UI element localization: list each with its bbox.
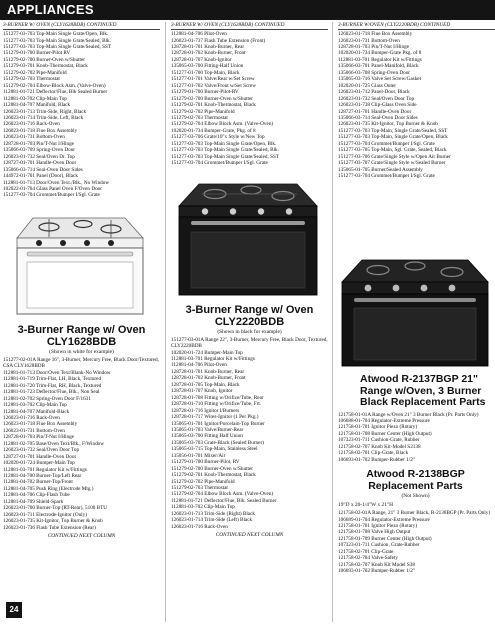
part-item: 126023-01-713 Trim-Side, Right, Black: [3, 108, 87, 115]
part-item: 121758-01-709 Burner Center (High Output): [338, 535, 432, 542]
part-item: 151277-01-701 Valve/Rear w/Set Screw: [171, 76, 255, 83]
column-3-products: [338, 250, 493, 575]
part-item: 126023-01-718 Flue Box Assembly: [3, 127, 78, 134]
part-item: 151277-03-703 Top-Main, Single Grate/Sealed, SST: [338, 127, 448, 134]
part-item: 126023-01-737 Flash Tube Extension (Front): [171, 37, 266, 44]
part-item: 102020-01-734 Bumper-Grate, Pkg. of 8: [171, 127, 256, 134]
part-item: 107323-01-711 Cushion-Grate, Rubber: [338, 437, 420, 444]
part-item: 128728-01-701 Knob-Burner, Rear: [171, 44, 245, 50]
part-item: 135066-03-709 Spring-Oven Door: [3, 147, 76, 154]
parts-list: [338, 31, 495, 179]
continued-heading: 3-BURNER W/ OVEN (CLY1628BDB) CONTINUED: [3, 22, 160, 30]
part-item: 135066-03-714 Seal-Oven Door Sides: [338, 114, 418, 121]
part-item: 112881-02-702 Spring-Oven Door F/1631: [3, 395, 91, 402]
part-item: 121758-01-01A Range w/Oven 21" 3 Burner Black (Pr. Parts Only): [338, 411, 479, 418]
part-item: 106688-01-704 Regulator-Extreme Pressure: [338, 417, 430, 424]
part-item: 112881-01-721 Deflector/Flue, Blk. Sealed Burner: [171, 497, 277, 504]
part-item: 151277-01-700 Top-Main, Black: [171, 69, 240, 76]
continued-heading: 3-BURNER W/OVEN (CLY2220BDB) CONTINUED: [338, 22, 495, 30]
part-item: 112881-02-705 Base/Oven Text/Blk., F/Window: [3, 440, 105, 447]
part-item: 128727-01-701 Handle-Oven Door: [3, 453, 77, 460]
part-item: 135066-03-708 Spring-Oven Door: [338, 69, 411, 76]
part-item: 151277-03-704 Grommet/Bumper I/Sgl. Grate: [3, 192, 100, 199]
part-item: 121758-01-708 Burner Center (High Output): [338, 430, 432, 437]
part-item: 126023-01-718 Flue Box Assembly: [3, 421, 78, 428]
part-item: 112881-03-702 Clip-Main Top: [171, 504, 235, 511]
part-item: 126023-01-736 Flash Tube Extension (Rear): [3, 524, 96, 531]
part-item: 128728-01-710 Fitting w/Orifice/Tube, Frt.: [171, 401, 262, 408]
part-item: 151279-02-701 Knob-Thermostat, Black: [171, 472, 256, 479]
part-item: 126023-01-735 Kit-Ignitor, Top Burner & Knob: [3, 518, 103, 525]
part-item: 128727-01-701 Handle-Oven Door: [3, 160, 77, 167]
part-item: 151279-02-700 Burner-Oven w/Shutter: [3, 56, 86, 63]
part-item: 126023-01-738 Clip-Glass Oven Side: [338, 102, 417, 109]
part-item: 128728-01-717 Wires-Ignitor (1 Per Pkg.): [171, 414, 259, 421]
part-item: 112881-03-701 Regulator Kit w/Fittings: [171, 355, 255, 362]
product-title: 3-Burner Range w/ Oven CLY1628BDB: [17, 323, 146, 348]
part-item: 121758-01-701 Ignitor Piezo (Rotary): [338, 523, 418, 530]
part-item: 112881-01-713 Door/Oven Text/Blank-No Window: [3, 369, 111, 376]
part-item: 135065-03-716 Valve Set Screw/Gasket: [338, 76, 422, 83]
part-item: 112881-01-723 Deflector/Flue, Blk., Non Seal: [3, 389, 100, 396]
part-item: 151277-03-707 Grate/Single Style w/Sealed Burner: [338, 160, 446, 167]
part-item: 128728-01-703 Pin/T-Nut I/Hinge: [3, 434, 74, 441]
part-item: 112881-04-706 Clip-Flash Tube: [3, 492, 70, 499]
part-item: 106693-01-702 Bumper-Rubber 1/2": [338, 568, 415, 575]
part-item: 106689-01-704 Regulator-Extreme Pressure: [338, 516, 430, 523]
dimensions: 19"D x 20-1/4"W x 21"H: [338, 502, 394, 509]
part-item: 151279-01-700 Burner-Pilot RV: [3, 50, 71, 57]
parts-list: [3, 357, 160, 531]
part-item: 126023-01-714 Trim-Side (Left) Black: [171, 517, 253, 524]
part-item: 151279-01-700 Burner-Pilot-RV: [171, 89, 239, 96]
part-item: 126023-01-731 Bottom-Oven: [338, 37, 400, 44]
part-item: 126023-01-712 Panel-Door, Black: [338, 89, 410, 96]
part-item: 112881-04-702 Burner-Top/Front: [3, 479, 73, 486]
part-item: 128728-01-707 Knob, Ignitor: [171, 388, 233, 395]
part-item: 126023-01-716 Rack-Oven: [3, 414, 60, 421]
part-item: 112881-03-701 Regulator Kit w/Fittings: [3, 466, 87, 473]
part-item: 128728-01-708 Fitting w/Orifice/Tube, Rear: [171, 394, 264, 401]
part-item: 151277-03-703 Top-Main Single Grate/Open, Blk.: [171, 140, 277, 147]
parts-list: [338, 510, 493, 575]
product-title: 3-Burner Range w/ Oven CLY2220BDB: [185, 303, 314, 328]
part-item: 151277-03-703 Top-Main Single Grate/Sealed, Blk.: [171, 147, 279, 154]
part-item: 126023-01-731 Bottom-Oven: [3, 134, 65, 141]
part-item: 102020-01-734 Bumper-Grate Pkg. of 8: [338, 50, 422, 57]
part-item: 151279-02-703 Thermostat: [171, 114, 228, 121]
column-2: [171, 22, 328, 538]
part-item: 151277-01-702 Valve/Front w/Set Screw: [171, 82, 257, 89]
part-item: 126023-01-714 Trim-Side, Left, Black: [3, 114, 84, 121]
part-item: 126023-01-732 Seal/Oven Door Top: [3, 447, 80, 454]
part-item: 151277-03-706 Grate/Single Style w/Open Air Burner: [338, 153, 451, 160]
part-item: 121758-02-707 Knob Kit Model S38: [338, 561, 415, 568]
part-item: 151279-02-700 Burner-Oven w/Shutter: [171, 465, 254, 472]
product-title: Atwood R-2138BGP Replacement Parts: [366, 468, 465, 492]
part-item: 126023-01-716 Rack-Oven: [3, 121, 60, 128]
part-item: 128728-01-705 Top-Main, Black: [171, 381, 240, 388]
part-item: 135065-03-700 Fitting Half Union: [171, 433, 243, 440]
continued-next: CONTINUED NEXT COLUMN: [47, 533, 116, 540]
part-item: 151277-02-01A Range 16", 3-Burner, Mercury Free, Black Door/Textured, CSA CLY1628BDB: [3, 356, 159, 370]
continued-next: CONTINUED NEXT COLUMN: [215, 532, 284, 539]
part-item: 112881-04-700 Burner-Top/Left Rear: [3, 473, 82, 480]
parts-list: [171, 31, 328, 167]
part-item: 128727-01-701 Handle-Oven Door: [338, 108, 412, 115]
part-item: 121758-02-701 Clip-Grate, Black: [338, 450, 409, 457]
photo-caption: (Shown in white for example): [49, 348, 114, 355]
part-item: 135066-03-701 Panel-Manifold, Black: [338, 63, 419, 70]
column-1: [3, 22, 160, 539]
part-item: 128728-01-716 Ignitor I/Burners: [171, 407, 240, 414]
part-item: 151279-02-702 Pipe-Manifold: [171, 478, 235, 485]
part-item: 135065-03-700 Fitting-Half Union: [171, 63, 244, 70]
part-item: 144972-01-701 Panel (Door), Black: [3, 173, 78, 180]
part-item: 126023-01-718 Flue Box Assembly: [338, 31, 413, 38]
range-photo-atwood: [338, 250, 493, 370]
range-photo-white: [3, 204, 160, 320]
part-item: 151277-03-704 Grommet/Bumper I/Sgl. Grate: [338, 173, 435, 180]
part-item: 107323-01-711 Cushion, Grate-Rubber: [338, 542, 420, 549]
part-item: 151277-03-704 Grommet/Bumper I/Sgl. Grate: [171, 160, 268, 167]
section-title: APPLIANCES: [7, 2, 94, 17]
part-item: 128728-01-702 Knob-Burner, Front: [171, 50, 246, 57]
part-item: 112881-04-705 Push Ring (Electrode Mtg.): [3, 485, 94, 492]
part-item: 126023-01-735 Kit-Ignitor, Top Burner & Knob: [338, 121, 438, 128]
part-item: 102020-01-724 Bumper-Main Top: [171, 349, 243, 356]
header-bar: [0, 0, 495, 20]
part-item: 151277-03-01A Range 22", 3-Burner, Mercury Free, Black Door, Textured, CLY2220BDB: [171, 336, 328, 350]
part-item: 112881-03-702 Clip-Main Top: [3, 95, 67, 102]
range-photo-black: [171, 172, 328, 300]
part-item: 121758-01-701 Ignitor Piezo (Rotary): [338, 424, 418, 431]
part-item: 112881-01-720 Trim-Flat, RH, Black, Textured: [3, 382, 102, 389]
part-item: 135065-01-705 Burner/Sealed Assembly: [338, 166, 423, 173]
part-item: 102020-01-725 Glass Outer: [338, 82, 396, 89]
part-item: 112881-04-706 Pilot-Oven: [171, 362, 227, 369]
part-item: 126023-01-731 Bottom-Oven: [3, 427, 65, 434]
product-title: Atwood R-2137BGP 21" Range w/Oven, 3 Burner Black Replacement Parts: [360, 373, 486, 408]
part-item: 151277-03-706 Grate/10"x Style w/New Top: [171, 134, 265, 141]
column-3: [338, 22, 495, 180]
part-item: 151279-02-702 Pipe-Manifold: [171, 108, 235, 115]
photo-caption: (Not Shown): [401, 493, 430, 500]
page-number: 24: [6, 602, 22, 618]
part-item: 126023-01-732 Seal/Oven Door Top: [338, 95, 415, 102]
part-item: 112881-04-707 Manifold, Black: [3, 102, 71, 109]
part-item: 151279-01-700 Burner-Pilot, RV: [171, 459, 240, 466]
part-item: 151279-02-703 Thermostat: [3, 76, 60, 83]
part-item: 112881-03-702 Clip-Main Top: [3, 402, 67, 409]
photo-caption: (Shown in black for example): [217, 328, 282, 335]
part-item: 151277-03-703 Top-Main, Single Grate/Open, Black: [338, 134, 448, 141]
part-item: 151277-03-703 Top-Main Single Grate/Open, Blk.: [3, 31, 109, 38]
part-item: 128728-01-703 Pin/T-Nut I/Hinge: [338, 44, 409, 50]
part-item: 112881-01-719 Trim-Flat, LH, Black, Textured: [3, 376, 102, 383]
parts-list: [3, 31, 160, 199]
part-item: 151279-02-700 Burner-Oven w/Shutter: [171, 95, 254, 102]
part-item: 135065-01-703 Valve/Burner-Rear: [171, 426, 244, 433]
part-item: 106693-01-702 Bumper-Rubber 1/2": [338, 456, 415, 463]
part-item: 151279-02-702 Pipe-Manifold: [3, 69, 67, 76]
part-item: 112881-04-706 Pilot-Oven: [171, 31, 227, 38]
part-item: 151277-03-705 Top-Main, Sgl. Grate, Sealed, Black: [338, 147, 447, 154]
part-item: 135065-03-715 Top-Main, Stainless Steel: [171, 446, 258, 453]
part-item: 135066-03-714 Seal-Oven Door Sides: [3, 166, 83, 173]
part-item: 135056-01-701 Mixer/Air: [171, 452, 226, 459]
part-item: 112881-01-721 Deflector/Flue, Blk Sealed Burner: [3, 89, 108, 96]
parts-list: [171, 337, 328, 531]
part-item: 112881-03-701 Regulator Kit w/Fittings: [338, 56, 422, 63]
part-item: 151279-02-704 Elbow Block Asm. (Valve-Oven): [171, 121, 274, 128]
part-item: 112881-01-713 Door/Oven Text./Blk., No Window: [3, 179, 110, 186]
column-divider: [165, 22, 166, 622]
part-item: 121758-02-707 Knob Kit-Model S2138: [338, 443, 421, 450]
part-item: 151277-03-703 Top-Main Single Grate/Sealed, SST: [3, 44, 112, 50]
part-item: 151279-02-704 Elbow Block Asm. (Valve-Oven): [171, 491, 274, 498]
part-item: 126023-01-713 Trim-Side (Right) Black: [171, 510, 256, 517]
continued-heading: 3-BURNER W/ OVEN (CLY1628BDB) CONTINUED: [171, 22, 328, 30]
part-item: 102022-01-704 Glass Panel Oven F/Oven Door: [3, 185, 102, 192]
part-item: 112881-04-707 Manifold-Black: [3, 408, 70, 415]
part-item: 151277-03-703 Top-Main Single Grate/Sealed, Blk.: [3, 37, 111, 44]
part-item: 126023-01-711 Electrode-Ignitor (Only): [3, 511, 87, 518]
part-item: 128728-01-702 Knob-Burner, Front: [171, 375, 246, 382]
part-item: 151277-03-703 Top-Main Single Grate/Sealed, SST: [171, 153, 280, 160]
part-item: 128728-01-701 Knob-Burner, Rear: [171, 368, 245, 375]
part-item: 121758-02-704 Valve-Safety: [338, 555, 398, 562]
part-item: 135065-03-703 Grate-Black (Sealed Burner): [171, 439, 264, 446]
part-item: 126023-01-700 Burner-Top (RT-Rear), 5100 BTU: [3, 505, 108, 512]
part-item: 112881-04-709 Shield-Spark: [3, 498, 64, 505]
part-item: 151279-02-701 Knob-Thermostat, Black: [171, 102, 256, 109]
part-item: 126023-01-732 Seal/Oven Dr. Top: [3, 153, 75, 160]
part-item: 102020-01-724 Bumper-Main Top: [3, 460, 75, 467]
column-divider: [332, 22, 333, 622]
part-item: 151279-02-704 Elbow-Block Asm. (Valve-Oven): [3, 82, 106, 89]
part-item: 128728-01-707 Knob-Ignitor: [171, 56, 232, 63]
part-item: 121758-02-701 Clip-Grate: [338, 548, 394, 555]
part-item: 121758-02-01A Range, 21" 3 Burner Black, R-2138BGP (Pr. Parts Only): [338, 510, 491, 517]
part-item: 128728-01-703 Pin/T-Nut I/Hinge: [3, 140, 74, 147]
part-item: 135065-01-701 Ignitor/Porcelain-Top Burner: [171, 420, 265, 427]
part-item: 151279-03-701 Knob-Thermostat, Black: [3, 63, 88, 70]
part-item: 151277-03-704 Grommet/Bumper I/Sgl. Grate: [338, 140, 435, 147]
parts-list: [338, 412, 493, 464]
part-item: 126023-01-716 Rack-Oven: [171, 523, 228, 530]
part-item: 121758-01-708 Valve High Output: [338, 529, 411, 536]
part-item: 151279-02-703 Thermostat: [171, 485, 228, 492]
